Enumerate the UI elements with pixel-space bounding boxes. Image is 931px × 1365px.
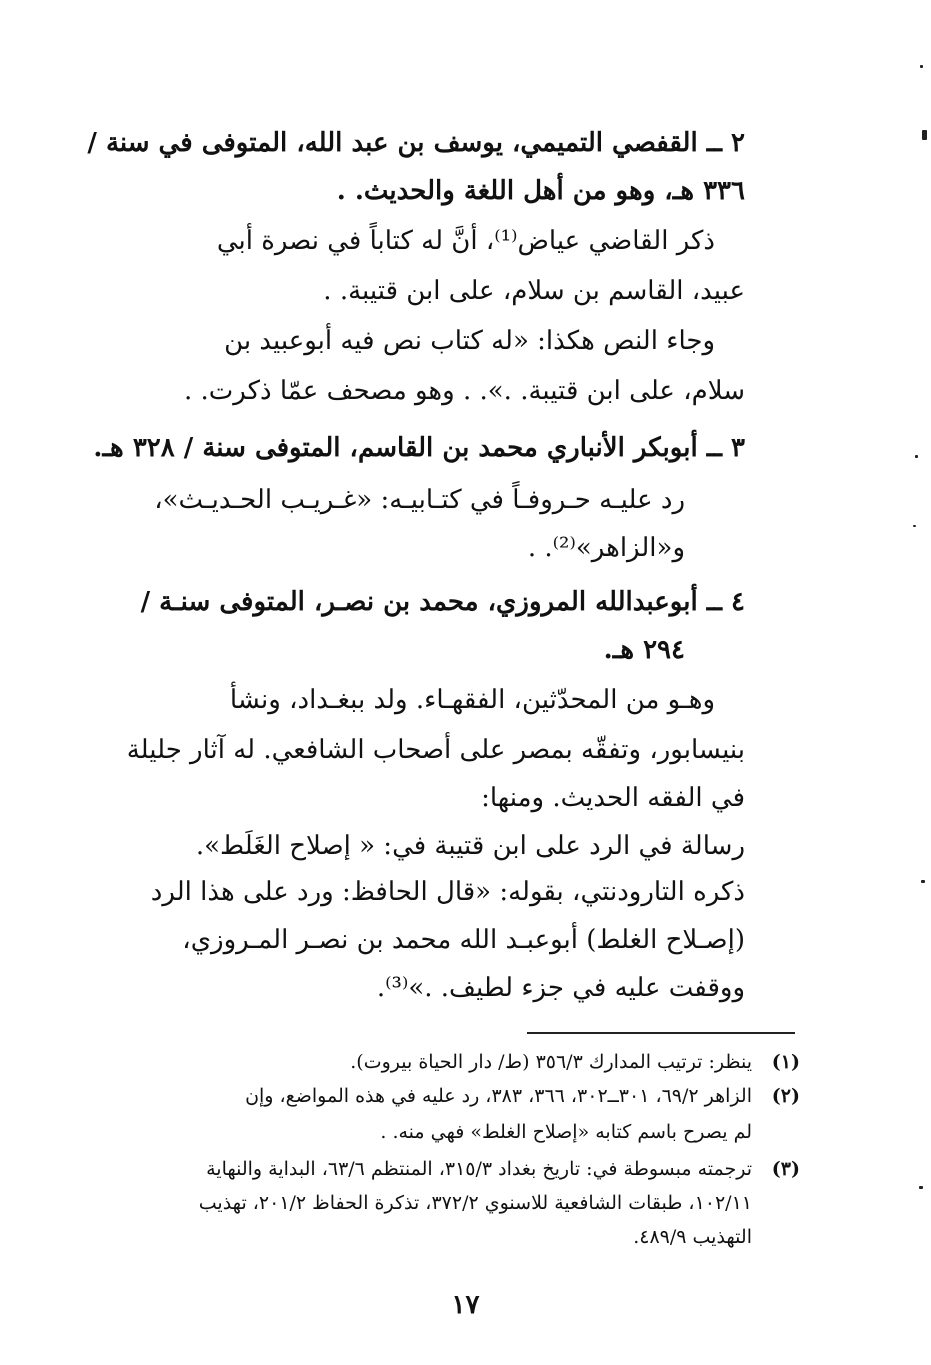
footnote-mark: (١): [771, 1051, 800, 1073]
scan-speck: [921, 880, 925, 883]
entry-text-line: ذكر القاضي عياض⁽¹⁾، أنَّ له كتاباً في نصرة أبي: [216, 226, 715, 256]
entry-text-line: وجاء النص هكذا: «له كتاب نص فيه أبوعبيد بن: [224, 326, 715, 356]
footnote-separator: [527, 1032, 795, 1034]
entry-text-line: و«الزاهر»⁽²⁾. .: [527, 533, 685, 563]
scan-speck: [915, 455, 918, 458]
footnote-line: لم يصرح باسم كتابه «إصلاح الغلط» فهي منه. .: [380, 1121, 752, 1143]
entry-heading-line: ٢ ــ القفصي التميمي، يوسف بن عبد الله، المتوفى في سنة /: [87, 128, 745, 158]
entry-text-line: وهـو من المحدّثين، الفقهـاء. ولد ببغـداد، ونشأ: [229, 685, 715, 715]
entry-text-line: سلام، على ابن قتيبة. .». . وهو مصحف عمّا ذكرت. .: [184, 376, 745, 406]
footnote-mark: (٣): [771, 1158, 800, 1180]
scan-speck: [913, 525, 916, 527]
entry-text-line: (إصـلاح الغلط) أبوعبـد الله محمد بن نصـر المـروزي،: [182, 925, 745, 955]
footnote-line: ترجمته مبسوطة في: تاريخ بغداد ٣١٥/٣، المنتظم ٦٣/٦، البداية والنهاية: [206, 1158, 752, 1180]
entry-heading-line: ٤ ــ أبوعبدالله المروزي، محمد بن نصـر، المتوفى سنـة /: [140, 587, 745, 617]
entry-heading-line: ٣٣٦ هـ، وهو من أهل اللغة والحديث. .: [336, 176, 745, 206]
entry-text-line: رد عليـه حـروفـاً في كتـابيـه: «غـريـب الحـديـث»،: [154, 485, 685, 515]
footnote-mark: (٢): [771, 1085, 800, 1107]
page-number: ١٧: [451, 1290, 480, 1320]
entry-text-line: رسالة في الرد على ابن قتيبة في: « إصلاح الغَلَط».: [195, 831, 745, 861]
entry-heading-line: ٢٩٤ هـ.: [603, 635, 685, 665]
footnote-line: ينظر: ترتيب المدارك ٣٥٦/٣ (ط/ دار الحياة بيروت).: [350, 1051, 752, 1073]
entry-text-line: عبيد، القاسم بن سلام، على ابن قتيبة. .: [323, 276, 745, 306]
footnote-line: الزاهر ٦٩/٢، ٣٠١ــ٣٠٢، ٣٦٦، ٣٨٣، رد عليه في هذه المواضع، وإن: [245, 1085, 752, 1107]
scan-speck: [920, 65, 923, 68]
entry-text-line: في الفقه الحديث. ومنها:: [481, 783, 745, 813]
entry-text-line: بنيسابور، وتفقّه بمصر على أصحاب الشافعي. له آثار جليلة: [126, 735, 745, 765]
entry-text-line: ووقفت عليه في جزء لطيف. .»⁽³⁾.: [376, 973, 745, 1003]
entry-text-line: ذكره التارودنتي، بقوله: «قال الحافظ: ورد على هذا الرد: [150, 877, 745, 907]
footnote-line: ١٠٢/١١، طبقات الشافعية للاسنوي ٣٧٢/٢، تذكرة الحفاظ ٢٠١/٢، تهذيب: [198, 1192, 752, 1214]
footnote-line: التهذيب ٤٨٩/٩.: [633, 1226, 752, 1248]
scan-speck: [919, 1186, 923, 1189]
entry-heading-line: ٣ ــ أبوبكر الأنباري محمد بن القاسم، المتوفى سنة / ٣٢٨ هـ.: [93, 433, 745, 463]
scan-speck: [922, 130, 927, 140]
